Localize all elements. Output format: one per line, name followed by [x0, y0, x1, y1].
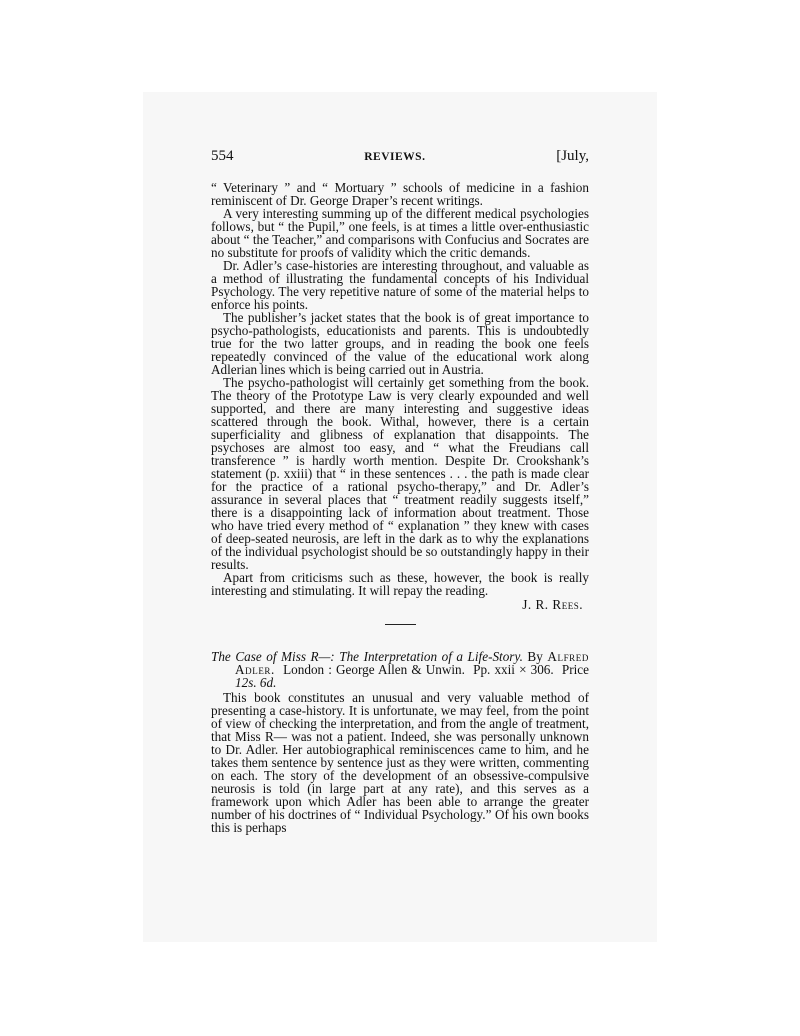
- book-price: 12s. 6d.: [235, 675, 277, 690]
- paragraph: “ Veterinary ” and “ Mortuary ” schools of medicine in a fashion reminiscent of Dr. George Draper’s recent writings.: [211, 180, 589, 208]
- citation-by: By: [527, 649, 543, 664]
- paragraph: This book constitutes an unusual and very valuable method of presenting a case-history. It is unfortunate, we may feel, from the point of view of checking the interpretation, and from the angle of treatment, that Miss R— was not a patient. Indeed, she was personally unknown to Dr. Adler. Her autobiographical reminiscences came to him, and he takes them sentence by sentence just as they were written, commenting on each. The story of the development of an obsessive-compulsive neurosis is told (in large part at any rate), and this serves as a framework upon which Adler has been able to arrange the greater number of his doctrines of “ Individual Psychology.” Of his own books this is perhaps: [211, 690, 589, 835]
- book-author: Alfred Adler.: [235, 649, 589, 677]
- paragraph: The psycho-pathologist will certainly get something from the book. The theory of the Prototype Law is very clearly expounded and well supported, and there are many interesting and suggestive ideas scattered through the book. Withal, however, there is a certain superficiality and glibness of explanation that disappoints. The psychoses are almost too easy, and “ what the Freudians call transference ” is hardly worth mention. Despite Dr. Crookshank’s statement (p. xxiii) that “ in these sentences . . . the path is made clear for the practice of a rational psycho-therapy,” and Dr. Adler’s assurance in several places that “ treatment readily suggests itself,” there is a disappointing lack of information about treatment. Those who have tried every method of “ explanation ” they knew with cases of deep-seated neurosis, are left in the dark as to why the explanations of the individual psychologist should be so outstandingly happy in their results.: [211, 375, 590, 572]
- running-head: [211, 150, 589, 164]
- issue-date: [July,: [556, 148, 589, 164]
- text-column: [211, 150, 589, 834]
- book-publisher: London : George Allen & Unwin.: [283, 662, 465, 677]
- book-citation: [211, 650, 589, 689]
- section-divider: [385, 624, 416, 625]
- page-number: 554: [211, 148, 234, 164]
- paragraph: The publisher’s jacket states that the book is of great importance to psycho-pathologists, educationists and parents. This is undoubtedly true for the two latter groups, and in reading the book one feels repeatedly convinced of the value of the educational work along Adlerian lines which is being carried out in Austria.: [211, 310, 589, 377]
- price-label: Price: [561, 662, 589, 677]
- paragraph: A very interesting summing up of the different medical psychologies follows, but “ the Pupil,” one feels, is at times a little over-enthusiastic about “ the Teacher,” and comparisons with Confucius and Socrates are no substitute for proofs of validity which the critic demands.: [211, 206, 589, 260]
- section-header: REVIEWS.: [364, 151, 426, 163]
- book-pages: Pp. xxii × 306.: [473, 662, 554, 677]
- paragraph: Apart from criticisms such as these, however, the book is really interesting and stimulating. It will repay the reading.: [211, 570, 589, 598]
- paragraph: Dr. Adler’s case-histories are interesting throughout, and valuable as a method of illustrating the fundamental concepts of his Individual Psychology. The very repetitive nature of some of the material helps to enforce his points.: [211, 258, 589, 312]
- reviewer-signature: J. R. Rees.: [522, 597, 583, 612]
- book-title: The Case of Miss R—: The Interpretation of a Life-Story.: [211, 649, 523, 664]
